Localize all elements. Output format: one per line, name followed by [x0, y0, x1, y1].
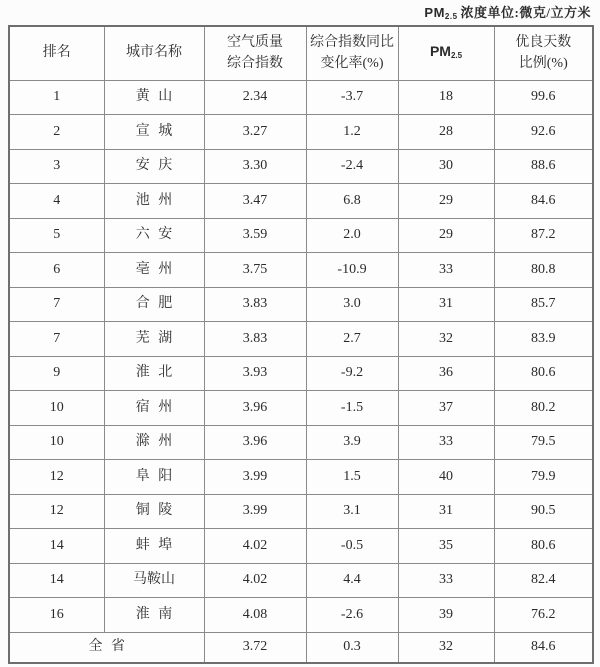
table-row: [9, 322, 593, 357]
pm25-cell: 40: [398, 460, 494, 495]
yoy-change-cell: 1.2: [306, 115, 398, 150]
city-cell: 安 庆: [104, 149, 204, 184]
city-cell: 铜 陵: [104, 494, 204, 529]
composite-index-cell: 3.75: [204, 253, 306, 288]
yoy-change-cell: 4.4: [306, 563, 398, 598]
table-row: [9, 563, 593, 598]
unit-note: [424, 2, 591, 21]
yoy-change-cell: 6.8: [306, 184, 398, 219]
city-cell: 马鞍山: [104, 563, 204, 598]
composite-index-cell: 3.99: [204, 460, 306, 495]
yoy-change-cell: -10.9: [306, 253, 398, 288]
header-composite-index-line2: 综合指数: [227, 56, 283, 72]
table-row: [9, 218, 593, 253]
pm25-cell: 31: [398, 494, 494, 529]
pm25-cell: 35: [398, 529, 494, 564]
composite-index-cell: 3.83: [204, 287, 306, 322]
good-days-cell: 90.5: [494, 494, 593, 529]
yoy-change-cell: -3.7: [306, 80, 398, 115]
province-good-days-cell: 84.6: [494, 632, 593, 663]
city-cell: 亳 州: [104, 253, 204, 288]
pm25-cell: 18: [398, 80, 494, 115]
composite-index-cell: 3.59: [204, 218, 306, 253]
header-composite-index: [204, 26, 306, 80]
table-row: [9, 149, 593, 184]
good-days-cell: 79.5: [494, 425, 593, 460]
composite-index-cell: 3.83: [204, 322, 306, 357]
good-days-cell: 85.7: [494, 287, 593, 322]
table-row: [9, 529, 593, 564]
rank-cell: 4: [9, 184, 104, 219]
header-pm25: [398, 26, 494, 80]
province-summary-row: [9, 632, 593, 663]
composite-index-cell: 3.27: [204, 115, 306, 150]
good-days-cell: 87.2: [494, 218, 593, 253]
city-cell: 合 肥: [104, 287, 204, 322]
city-cell: 芜 湖: [104, 322, 204, 357]
good-days-cell: 80.6: [494, 356, 593, 391]
table-row: [9, 391, 593, 426]
yoy-change-cell: 3.0: [306, 287, 398, 322]
city-cell: 宿 州: [104, 391, 204, 426]
province-label: 全 省: [9, 632, 204, 663]
header-yoy-change-line2: 变化率(%): [320, 56, 384, 72]
composite-index-cell: 4.08: [204, 598, 306, 633]
rank-cell: 10: [9, 391, 104, 426]
table-row: [9, 184, 593, 219]
rank-cell: 3: [9, 149, 104, 184]
rank-cell: 10: [9, 425, 104, 460]
good-days-cell: 99.6: [494, 80, 593, 115]
good-days-cell: 80.8: [494, 253, 593, 288]
good-days-cell: 80.6: [494, 529, 593, 564]
pm25-cell: 39: [398, 598, 494, 633]
good-days-cell: 88.6: [494, 149, 593, 184]
rank-cell: 16: [9, 598, 104, 633]
city-cell: 阜 阳: [104, 460, 204, 495]
city-cell: 滁 州: [104, 425, 204, 460]
pm25-cell: 29: [398, 184, 494, 219]
header-good-days-line1: 优良天数: [515, 35, 572, 51]
table-row: [9, 356, 593, 391]
composite-index-cell: 2.34: [204, 80, 306, 115]
header-good-days-ratio: [494, 26, 593, 80]
rank-cell: 7: [9, 287, 104, 322]
pm25-cell: 30: [398, 149, 494, 184]
pm25-cell: 31: [398, 287, 494, 322]
good-days-cell: 79.9: [494, 460, 593, 495]
table-row: [9, 253, 593, 288]
composite-index-cell: 3.99: [204, 494, 306, 529]
table-row: [9, 425, 593, 460]
province-index-cell: 3.72: [204, 632, 306, 663]
city-cell: 黄 山: [104, 80, 204, 115]
rank-cell: 6: [9, 253, 104, 288]
yoy-change-cell: -0.5: [306, 529, 398, 564]
rank-cell: 2: [9, 115, 104, 150]
yoy-change-cell: 3.1: [306, 494, 398, 529]
yoy-change-cell: 2.7: [306, 322, 398, 357]
table-row: [9, 598, 593, 633]
table-row: [9, 494, 593, 529]
pm25-unit-label: $PM_{2.5}$: [424, 5, 458, 21]
composite-index-cell: 4.02: [204, 563, 306, 598]
composite-index-cell: 3.93: [204, 356, 306, 391]
composite-index-cell: 3.96: [204, 391, 306, 426]
header-good-days-line2: 比例(%): [518, 56, 568, 72]
table-row: [9, 287, 593, 322]
table-row: [9, 460, 593, 495]
rank-cell: 12: [9, 494, 104, 529]
header-yoy-change-line1: 综合指数同比: [310, 35, 394, 51]
rank-cell: 9: [9, 356, 104, 391]
table-row: [9, 115, 593, 150]
yoy-change-cell: 2.0: [306, 218, 398, 253]
good-days-cell: 80.2: [494, 391, 593, 426]
province-change-cell: 0.3: [306, 632, 398, 663]
unit-note-text: 浓度单位:微克/立方米: [460, 5, 591, 20]
city-cell: 蚌 埠: [104, 529, 204, 564]
table-body: [9, 80, 593, 632]
rank-cell: 1: [9, 80, 104, 115]
province-pm25-cell: 32: [398, 632, 494, 663]
rank-cell: 5: [9, 218, 104, 253]
composite-index-cell: 3.47: [204, 184, 306, 219]
city-cell: 宣 城: [104, 115, 204, 150]
composite-index-cell: 4.02: [204, 529, 306, 564]
yoy-change-cell: 3.9: [306, 425, 398, 460]
city-cell: 池 州: [104, 184, 204, 219]
rank-cell: 14: [9, 563, 104, 598]
pm25-cell: 29: [398, 218, 494, 253]
rank-cell: 12: [9, 460, 104, 495]
pm25-cell: 32: [398, 322, 494, 357]
rank-cell: 7: [9, 322, 104, 357]
city-cell: 淮 南: [104, 598, 204, 633]
yoy-change-cell: -2.6: [306, 598, 398, 633]
pm25-header-label: $PM_{2.5}$: [429, 42, 463, 60]
rank-cell: 14: [9, 529, 104, 564]
pm25-cell: 36: [398, 356, 494, 391]
table-row: [9, 80, 593, 115]
header-row: [9, 26, 593, 80]
good-days-cell: 83.9: [494, 322, 593, 357]
city-cell: 六 安: [104, 218, 204, 253]
composite-index-cell: 3.30: [204, 149, 306, 184]
header-city-name: 城市名称: [104, 26, 204, 80]
air-quality-ranking-table: [8, 25, 594, 664]
pm25-cell: 33: [398, 425, 494, 460]
header-rank: 排名: [9, 26, 104, 80]
header-yoy-change: [306, 26, 398, 80]
pm25-cell: 33: [398, 563, 494, 598]
good-days-cell: 76.2: [494, 598, 593, 633]
city-cell: 淮 北: [104, 356, 204, 391]
yoy-change-cell: -9.2: [306, 356, 398, 391]
good-days-cell: 82.4: [494, 563, 593, 598]
pm25-cell: 33: [398, 253, 494, 288]
pm25-subscript: 2.5: [444, 12, 458, 21]
pm25-header-subscript: 2.5: [450, 50, 463, 60]
yoy-change-cell: -1.5: [306, 391, 398, 426]
good-days-cell: 92.6: [494, 115, 593, 150]
header-composite-index-line1: 空气质量: [227, 35, 283, 51]
composite-index-cell: 3.96: [204, 425, 306, 460]
pm25-cell: 37: [398, 391, 494, 426]
pm25-cell: 28: [398, 115, 494, 150]
good-days-cell: 84.6: [494, 184, 593, 219]
yoy-change-cell: 1.5: [306, 460, 398, 495]
yoy-change-cell: -2.4: [306, 149, 398, 184]
